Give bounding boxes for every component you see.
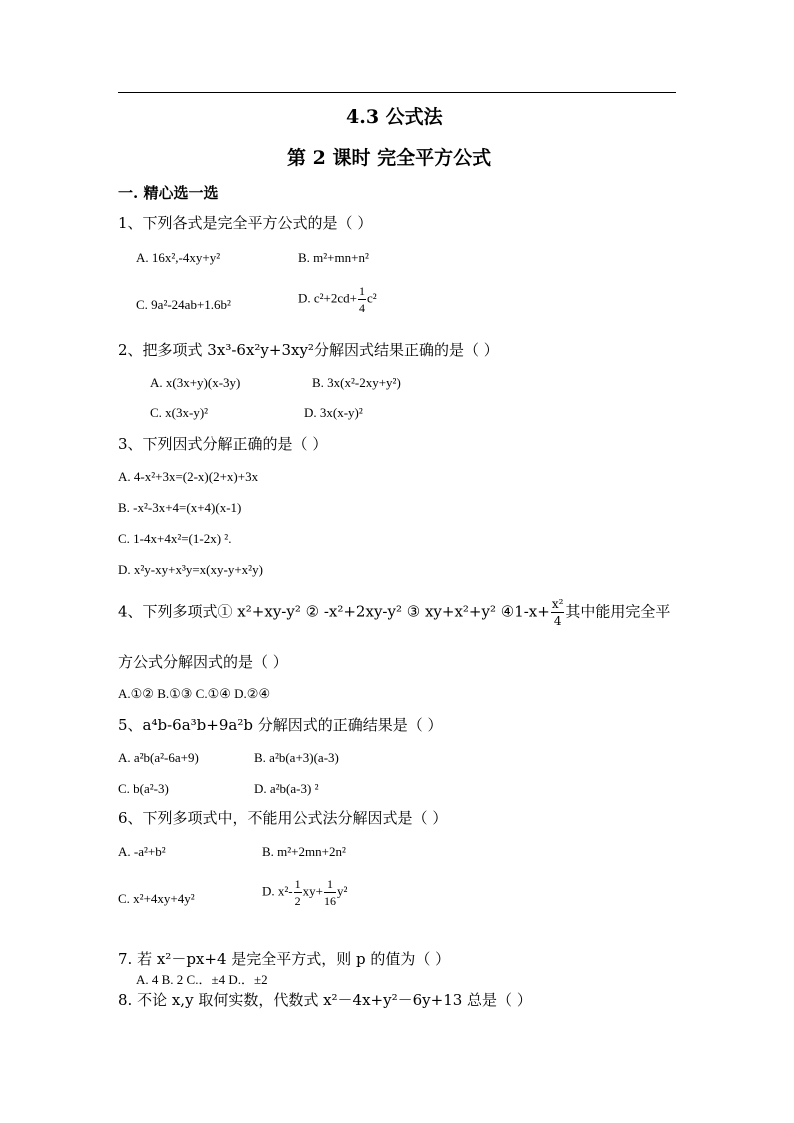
q5-stem: 5、a⁴b-6a³b+9a²b 分解因式的正确结果是（ ）	[118, 716, 443, 734]
q2-option-a: A. x(3x+y)(x-3y)	[150, 375, 241, 390]
header-rule	[118, 92, 676, 93]
q3-stem: 3、下列因式分解正确的是（ ）	[118, 435, 328, 453]
q2-option-b: B. 3x(x²-2xy+y²)	[312, 375, 401, 390]
q2-stem: 2、把多项式 3x³-6x²y+3xy²分解因式结果正确的是（ ）	[118, 341, 499, 359]
q1-stem: 1、下列各式是完全平方公式的是（ ）	[118, 214, 373, 232]
q7-options: A. 4 B. 2 C.．±4 D.．±2	[136, 972, 268, 987]
q6-fraction-1: $\frac{1}{2}$	[294, 877, 301, 908]
q1-option-a: A. 16x²,-4xy+y²	[136, 250, 221, 265]
q2-option-c: C. x(3x-y)²	[150, 405, 209, 420]
q3-option-c: C. 1-4x+4x²=(1-2x) ².	[118, 531, 232, 546]
q4-stem-line2: 方公式分解因式的是（ ）	[118, 653, 288, 671]
q5-option-c: C. b(a²-3)	[118, 781, 169, 796]
doc-subtitle: 第 2 课时 完全平方公式	[287, 147, 492, 169]
q1-option-b: B. m²+mn+n²	[298, 250, 369, 265]
q2-option-d: D. 3x(x-y)²	[304, 405, 363, 420]
q3-option-a: A. 4-x²+3x=(2-x)(2+x)+3x	[118, 469, 259, 484]
q3-option-b: B. -x²-3x+4=(x+4)(x-1)	[118, 500, 242, 515]
q1-option-c: C. 9a²-24ab+1.6b²	[136, 297, 231, 312]
q5-option-b: B. a²b(a+3)(a-3)	[254, 750, 339, 765]
q6-option-a: A. -a²+b²	[118, 844, 166, 859]
q5-option-d: D. a²b(a-3) ²	[254, 781, 319, 796]
q8-stem: 8. 不论 x,y 取何实数，代数式 x²－4x+y²－6y+13 总是（ ）	[118, 991, 532, 1009]
q7-stem: 7. 若 x²－px+4 是完全平方式，则 p 的值为（ ）	[118, 950, 451, 968]
section-heading: 一. 精心选一选	[118, 184, 219, 202]
q6-option-b: B. m²+2mn+2n²	[262, 844, 346, 859]
q3-option-d: D. x²y-xy+x³y=x(xy-y+x²y)	[118, 562, 263, 577]
q5-option-a: A. a²b(a²-6a+9)	[118, 750, 199, 765]
q6-option-c: C. x²+4xy+4y²	[118, 891, 195, 906]
doc-title: 4.3 公式法	[346, 106, 443, 128]
q6-fraction-2: $\frac{1}{16}$	[323, 877, 336, 908]
q1-option-d: D. c²+2cd+ $\frac{1}{4}$ c²	[298, 284, 377, 315]
q4-fraction: $\frac{\text{x²}}{4}$	[551, 597, 564, 628]
q4-options: A.①② B.①③ C.①④ D.②④	[118, 686, 271, 701]
q1-fraction: $\frac{1}{4}$	[359, 284, 365, 315]
q6-option-d: D. x²- $\frac{1}{2}$ xy+ $\frac{1}{16}$ y²	[262, 877, 348, 908]
q4-stem: 4、下列多项式① x²+xy-y² ② -x²+2xy-y² ③ xy+x²+y² ④1-x+ $\frac{\text{x²}}{4}$ 其中能用完全平	[118, 597, 671, 628]
q6-stem: 6、下列多项式中，不能用公式法分解因式是（ ）	[118, 809, 448, 827]
